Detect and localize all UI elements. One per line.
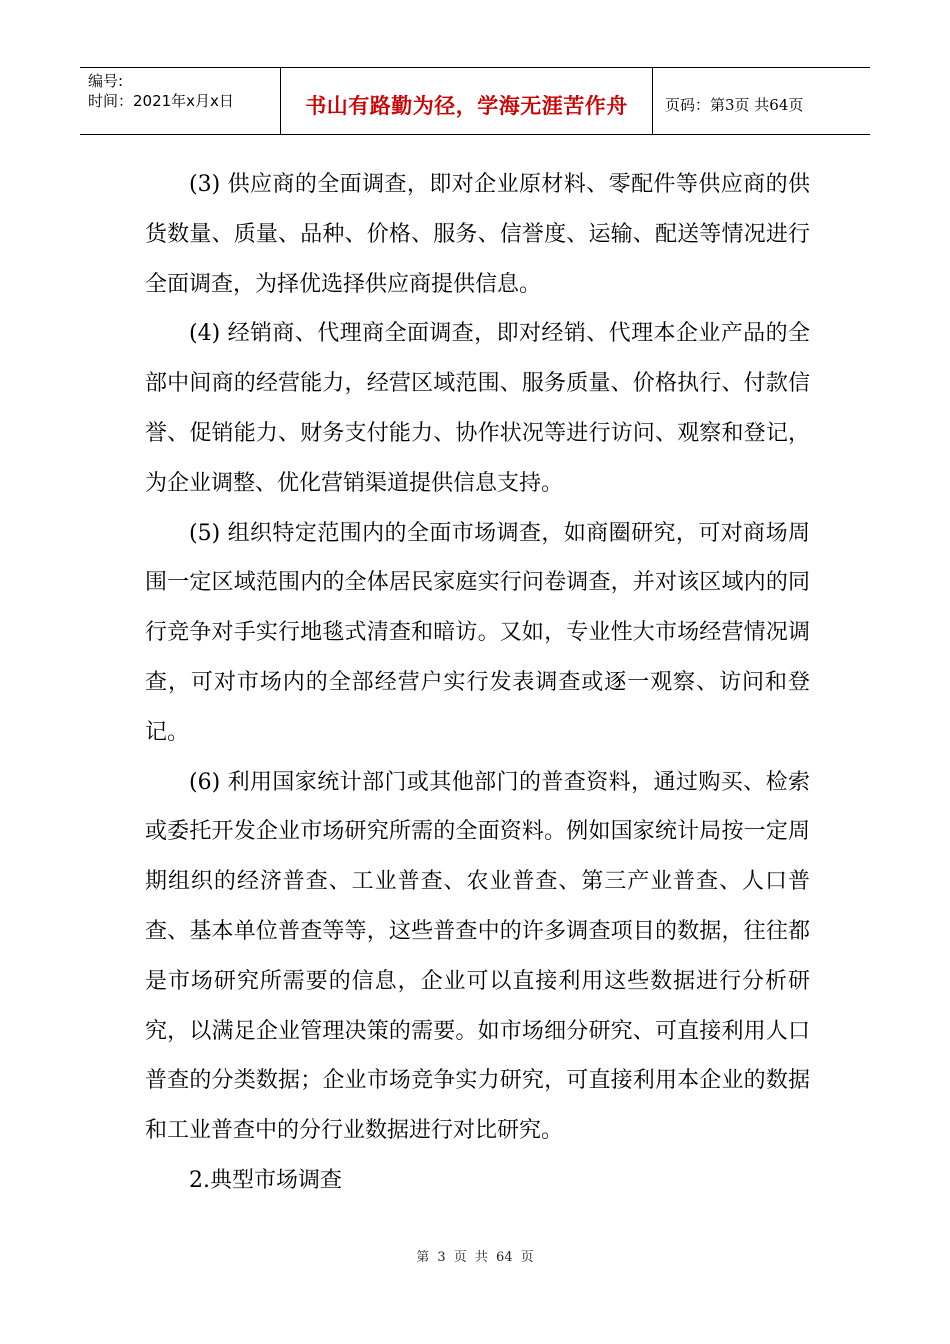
- header-meta: [80, 68, 280, 134]
- document-number-label: 编号:: [88, 72, 124, 90]
- document-body: [145, 160, 810, 1206]
- header-motto-cell: [280, 68, 653, 134]
- paragraph-6-census-data: (6) 利用国家统计部门或其他部门的普查资料，通过购买、检索或委托开发企业市场研究所需的全面资料。例如国家统计局按一定周期组织的经济普查、工业普查、农业普查、第三产业普查、人口普查、基本单位普查等等，这些普查中的许多调查项目的数据，往往都是市场研究所需要的信息，企业可以直接利用这些数据进行分析研究，以满足企业管理决策的需要。如市场细分研究、可直接利用人口普查的分类数据；企业市场竞争实力研究，可直接利用本企业的数据和工业普查中的分行业数据进行对比研究。: [145, 769, 810, 1144]
- header-motto: 书山有路勤为径，学海无涯苦作舟: [305, 93, 628, 118]
- document-time-label: 时间：2021年x月x日: [88, 92, 234, 110]
- paragraph-4-distributors: (4) 经销商、代理商全面调查，即对经销、代理本企业产品的全部中间商的经营能力，经营区域范围、服务质量、价格执行、付款信誉、促销能力、财务支付能力、协作状况等进行访问、观察和登记，为企业调整、优化营销渠道提供信息支持。: [145, 321, 810, 496]
- paragraph-3-suppliers: (3) 供应商的全面调查，即对企业原材料、零配件等供应商的供货数量、质量、品种、价格、服务、信誉度、运输、配送等情况进行全面调查，为择优选择供应商提供信息。: [145, 172, 810, 297]
- paragraph-5-specific-range: (5) 组织特定范围内的全面市场调查，如商圈研究，可对商场周围一定区域范围内的全体居民家庭实行问卷调查，并对该区域内的同行竞争对手实行地毯式清查和暗访。又如，专业性大市场经营情况调查，可对市场内的全部经营户实行发表调查或逐一观察、访问和登记。: [145, 520, 810, 745]
- page-header: [80, 67, 870, 135]
- header-page-info: 页码：第3页 共64页: [665, 96, 804, 114]
- section-heading-typical-survey: 2.典型市场调查: [189, 1167, 342, 1193]
- page-footer: 第 3 页 共 64 页: [416, 1250, 534, 1265]
